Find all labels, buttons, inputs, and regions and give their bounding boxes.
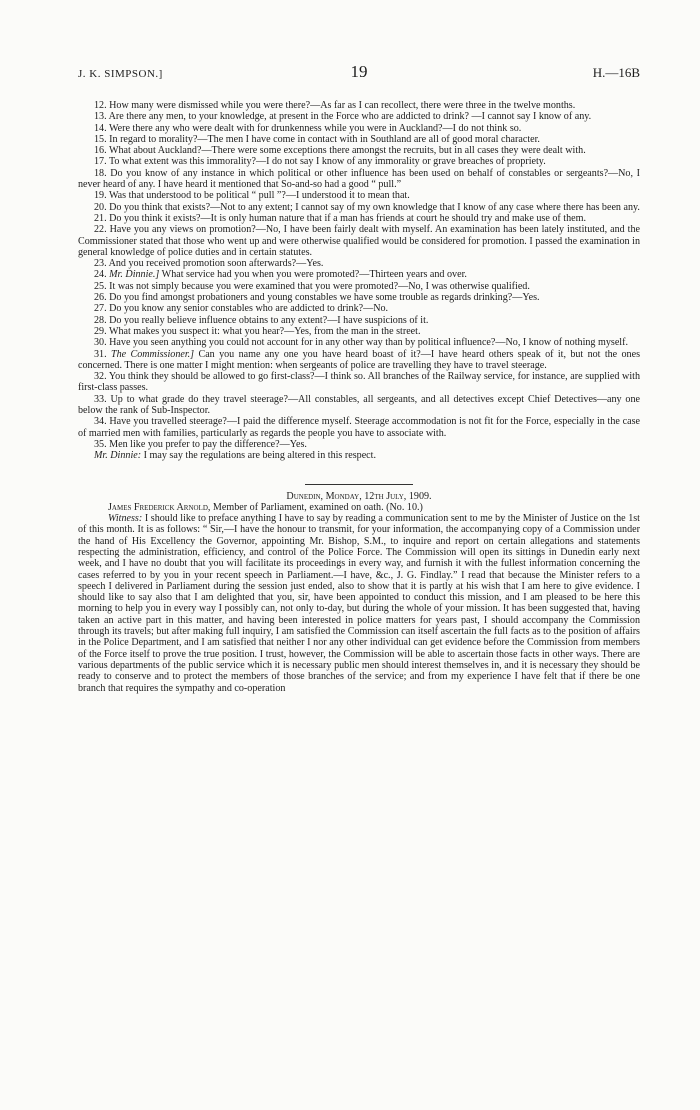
paragraph: 35. Men like you prefer to pay the difference?—Yes. bbox=[94, 438, 307, 450]
dateline: Dunedin, Monday, 12th July, 1909. bbox=[286, 490, 432, 502]
document-body bbox=[78, 100, 640, 694]
witness-statement-text: I should like to preface anything I have to say by reading a communication sent to me by the Minister of Justice on the 1st of this month. It is as follows: “ Sir,—I have the honour to transmit, for your information, the accompanying copy of a Commission under the hand of His Excellency the Governor, appointing Mr. Bishop, S.M., to inquire and report on certain allegations and statements respecting the administration, efficiency, and control of the Police Force. The Commission will open its sittings in Dunedin early next week, and I have no doubt that you will facilitate its proceedings in every way, and furnish it with the fullest information concerning the cases referred to by you in your recent speech in Parliament.—I have, &c., J. G. Findlay.” I read that because the Minister refers to a speech I delivered in Parliament during the session just ended, also to show that it is partly at his wish that I am here to give evidence. I should like to say also that I am delighted that you, sir, have been appointed to conduct this mission, and I am pleased to be here this morning to help you in every way I possibly can, not only to-day, but during the whole of your mission. It has been suggested that, having taken an active part in this matter, and having been interested in police matters for years past, I should accompany the Commission through its travels; but after making full inquiry, I am satisfied the Commission can itself ascertain the full facts as to the position of affairs in the Police Department, and I am satisfied that neither I nor any other individual can get evidence before the Commission from members of the Force itself to prove the true position. I trust, however, the Commission will be able to ascertain those facts in other ways. There are various departments of the public service which it is necessary public men should interest themselves in, and it is necessary they should be ready to conserve and to protect the members of those branches of the service; and from my experience I have felt that if there be one branch that requires the sympathy and co-operation bbox=[78, 513, 640, 694]
paragraph-text: Can you name any one you have heard boast of it?—I have heard others speak of it, but not the ones concerned. There is one matter I might mention: when sergeants of police are travelling they have to travel steerage. bbox=[78, 348, 640, 371]
witness-name: James Frederick Arnold, bbox=[108, 501, 211, 513]
paragraph: 31. The Commissioner.] Can you name any one you have heard boast of it?—I have heard others speak of it, but not the ones concerned. There is one matter I might mention: when sergeants of police are travelling they have to travel steerage. bbox=[78, 348, 640, 371]
witness-intro bbox=[78, 502, 640, 513]
paragraph: 28. Do you really believe influence obtains to any extent?—I have suspicions of it. bbox=[94, 314, 429, 326]
paragraph: 19. Was that understood to be political “ pull ”?—I understood it to mean that. bbox=[94, 190, 410, 202]
paragraph: 15. In regard to morality?—The men I have come in contact with in Southland are all of good moral character. bbox=[94, 133, 540, 145]
speaker-label: Mr. Dinnie: bbox=[94, 450, 142, 462]
paragraph: 21. Do you think it exists?—It is only human nature that if a man has friends at court he should try and make use of them. bbox=[94, 212, 586, 224]
paragraph: 24. Mr. Dinnie.] What service had you when you were promoted?—Thirteen years and over. bbox=[94, 269, 467, 281]
paragraph: 14. Were there any who were dealt with for drunkenness while you were in Auckland?—I do not think so. bbox=[94, 122, 522, 134]
paragraph: 33. Up to what grade do they travel steerage?—All constables, all sergeants, and all detectives except Chief Detectives—any one below the rank of Sub-Inspector. bbox=[78, 393, 640, 417]
paragraph: 20. Do you think that exists?—Not to any extent; I cannot say of my own knowledge that I know of any case where there has been any. bbox=[94, 201, 640, 213]
paragraph: 12. How many were dismissed while you were there?—As far as I can recollect, there were three in the twelve months. bbox=[94, 100, 576, 111]
paragraph: 29. What makes you suspect it: what you hear?—Yes, from the man in the street. bbox=[94, 325, 421, 337]
speaker-label: The Commissioner.] bbox=[110, 348, 195, 360]
paragraph: 26. Do you find amongst probationers and young constables we have some trouble as regards drinking?—Yes. bbox=[94, 292, 540, 304]
paragraph: 18. Do you know of any instance in which political or other influence has been used on behalf of constables or sergeants?—No, I never heard of any. I have heard it mentioned that So-and-so had a good “ pull.” bbox=[78, 167, 640, 191]
paragraph: 17. To what extent was this immorality?—I do not say I know of any immorality or grave breaches of propriety. bbox=[94, 156, 546, 168]
paragraph: 23. And you received promotion soon afterwards?—Yes. bbox=[94, 258, 324, 270]
paragraph: 13. Are there any men, to your knowledge, at present in the Force who are addicted to drink? —I cannot say I know of any. bbox=[94, 111, 592, 123]
header-witness-name: J. K. SIMPSON.] bbox=[78, 68, 163, 80]
paragraph bbox=[78, 450, 640, 461]
witness-statement bbox=[78, 513, 640, 694]
speaker-label: Witness: bbox=[108, 513, 143, 525]
paragraph: 34. Have you travelled steerage?—I paid the difference myself. Steerage accommodation is not fit for the Force, especially in the case of married men with families, particularly as regards the people you have to associate with. bbox=[78, 416, 640, 439]
section-divider bbox=[305, 484, 413, 485]
paragraph: 22. Have you any views on promotion?—No, I have been fairly dealt with myself. An examination has been lately instituted, and the Commissioner stated that those who went up and were otherwise qualified would be considered for promotion. I passed the examination in general knowledge of police duties and in certain statutes. bbox=[78, 224, 640, 258]
paragraph: 27. Do you know any senior constables who are addicted to drink?—No. bbox=[94, 303, 389, 315]
paragraph-text: What service had you when you were promoted?—Thirteen years and over. bbox=[159, 269, 467, 281]
paragraph: 25. It was not simply because you were examined that you were promoted?—No, I was otherwise qualified. bbox=[94, 280, 530, 292]
speaker-label: Mr. Dinnie.] bbox=[109, 269, 160, 281]
page-number: 19 bbox=[350, 62, 368, 81]
page-header bbox=[78, 62, 640, 88]
document-reference: H.—16B bbox=[592, 65, 640, 80]
paragraph: 16. What about Auckland?—There were some exceptions there amongst the recruits, but in all cases they were dealt with. bbox=[94, 145, 586, 157]
paragraph-text: I may say the regulations are being altered in this respect. bbox=[141, 450, 376, 462]
witness-intro-text: Member of Parliament, examined on oath. (No. 10.) bbox=[210, 501, 423, 513]
paragraph: 30. Have you seen anything you could not account for in any other way than by political influence?—No, I know of nothing myself. bbox=[94, 337, 628, 349]
paragraph: 32. You think they should be allowed to go first-class?—I think so. All branches of the Railway service, for instance, are supplied with first-class passes. bbox=[78, 371, 640, 394]
